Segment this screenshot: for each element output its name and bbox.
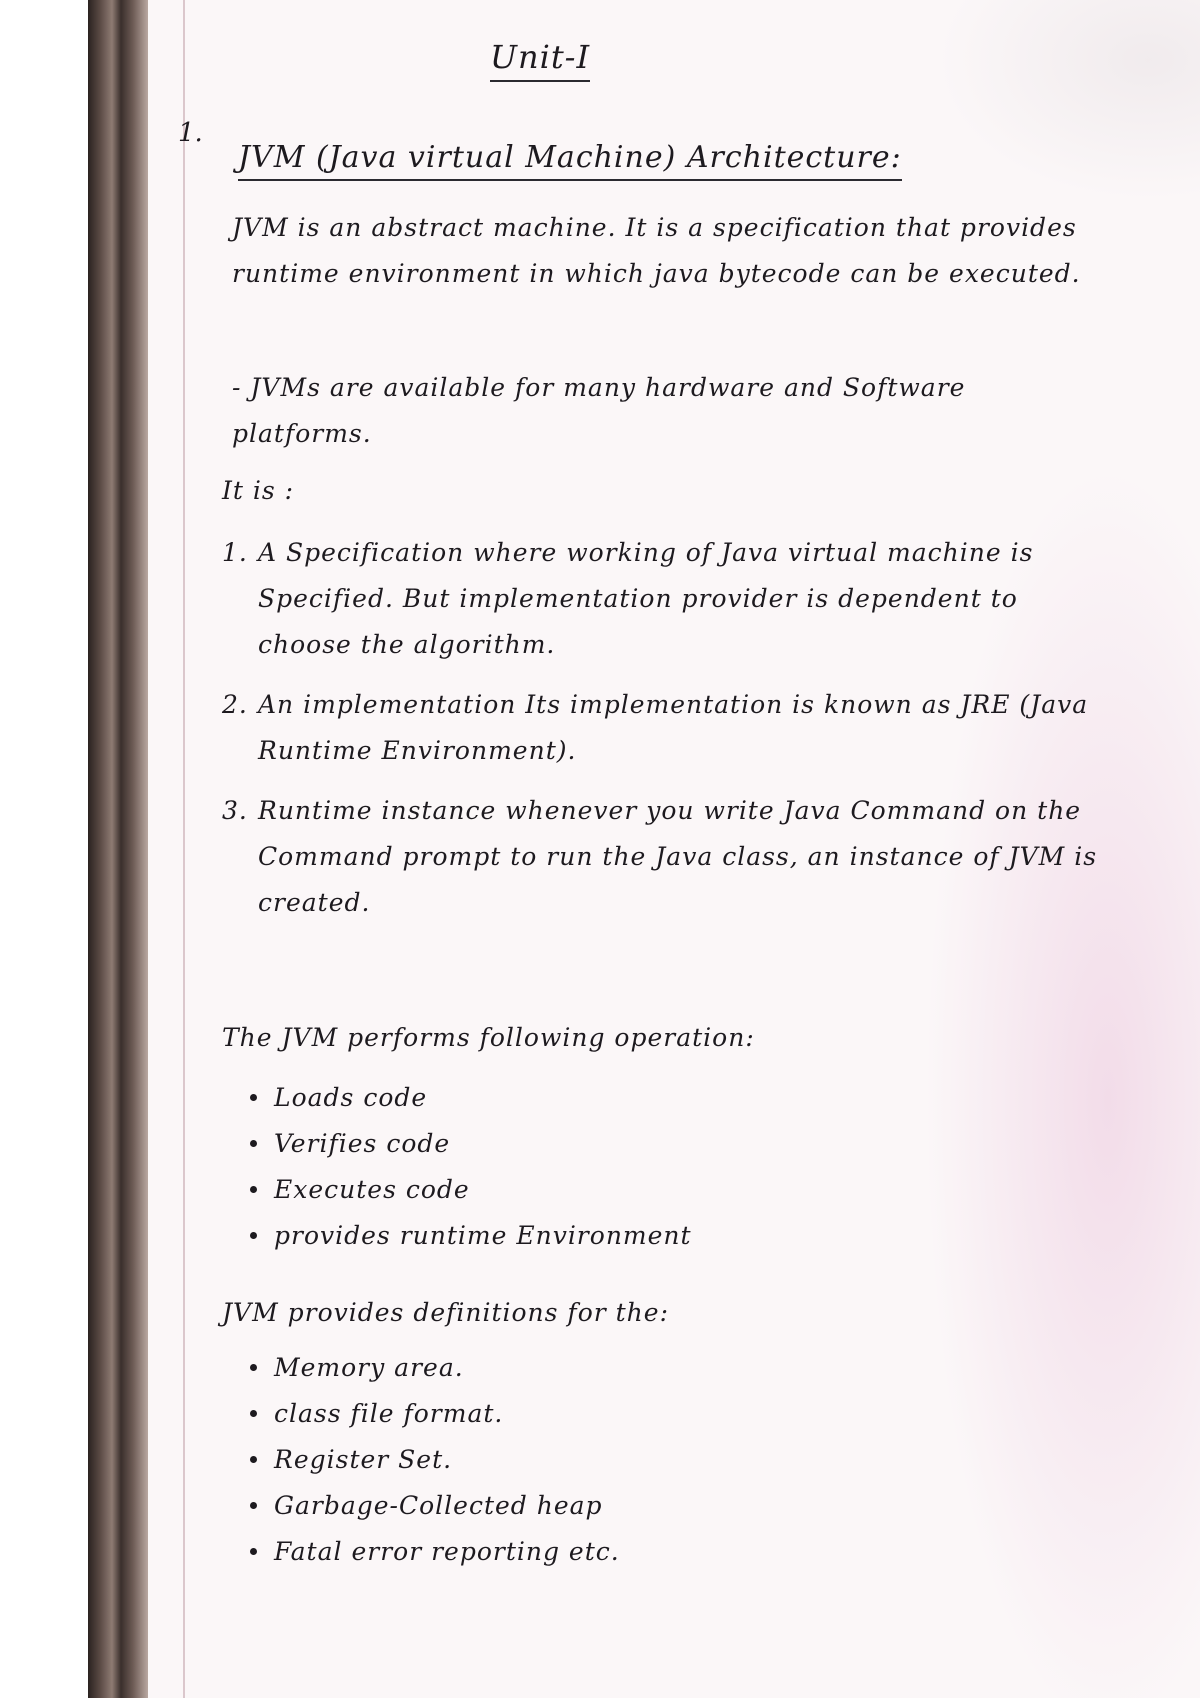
bullet-dot [250, 1186, 257, 1193]
notebook-spine [88, 0, 148, 1698]
page-margin-line [183, 0, 185, 1698]
bullet-dot [250, 1410, 257, 1417]
intro-paragraph: JVM is an abstract machine. It is a specification that provides runtime environment in which java bytecode can be executed. [232, 213, 1081, 288]
main-heading: JVM (Java virtual Machine) Architecture: [238, 140, 902, 181]
list-item [222, 530, 1102, 668]
operation-text: Executes code [274, 1175, 470, 1204]
bullet-dot [250, 1232, 257, 1239]
it-is-list [222, 530, 1102, 940]
definition-text: Register Set. [274, 1445, 453, 1474]
list-item [246, 1483, 1126, 1529]
list-item [246, 1437, 1126, 1483]
definitions-label: JVM provides definitions for the: [222, 1298, 670, 1327]
unit-title: Unit-I [490, 38, 590, 82]
operation-text: provides runtime Environment [274, 1221, 692, 1250]
bullet-dot [250, 1502, 257, 1509]
operation-text: Loads code [274, 1083, 428, 1112]
list-item [246, 1529, 1126, 1575]
list-item [222, 788, 1102, 926]
list-item [246, 1213, 1126, 1259]
list-item-text: An implementation Its implementation is known as JRE (Java Runtime Environment). [258, 690, 1089, 765]
definition-text: class file format. [274, 1399, 504, 1428]
bullet-dot [250, 1548, 257, 1555]
list-item [246, 1121, 1126, 1167]
question-number: 1. [178, 118, 203, 148]
list-item-number: 3. [222, 796, 248, 825]
definition-text: Garbage-Collected heap [274, 1491, 603, 1520]
list-item-text: Runtime instance whenever you write Java Command on the Command prompt to run the Java class, an instance of JVM is created. [258, 796, 1098, 917]
definition-text: Fatal error reporting etc. [274, 1537, 620, 1566]
definition-text: Memory area. [274, 1353, 464, 1382]
list-item [246, 1345, 1126, 1391]
list-item-number: 2. [222, 690, 248, 719]
bullet-dot [250, 1364, 257, 1371]
list-item-text: A Specification where working of Java virtual machine is Specified. But implementation provider is dependent to choose the algorithm. [258, 538, 1034, 659]
operations-list [246, 1075, 1126, 1259]
it-is-label: It is : [222, 476, 295, 505]
definitions-list [246, 1345, 1126, 1575]
list-item [222, 682, 1102, 774]
bullet-dot [250, 1456, 257, 1463]
bullet-dot [250, 1140, 257, 1147]
operation-text: Verifies code [274, 1129, 451, 1158]
list-item-number: 1. [222, 538, 248, 567]
list-item [246, 1391, 1126, 1437]
operations-label: The JVM performs following operation: [222, 1023, 755, 1052]
list-item [246, 1075, 1126, 1121]
list-item [246, 1167, 1126, 1213]
bullet-dot [250, 1094, 257, 1101]
binding-margin [0, 0, 88, 1698]
availability-paragraph: - JVMs are available for many hardware and Software platforms. [232, 373, 966, 448]
